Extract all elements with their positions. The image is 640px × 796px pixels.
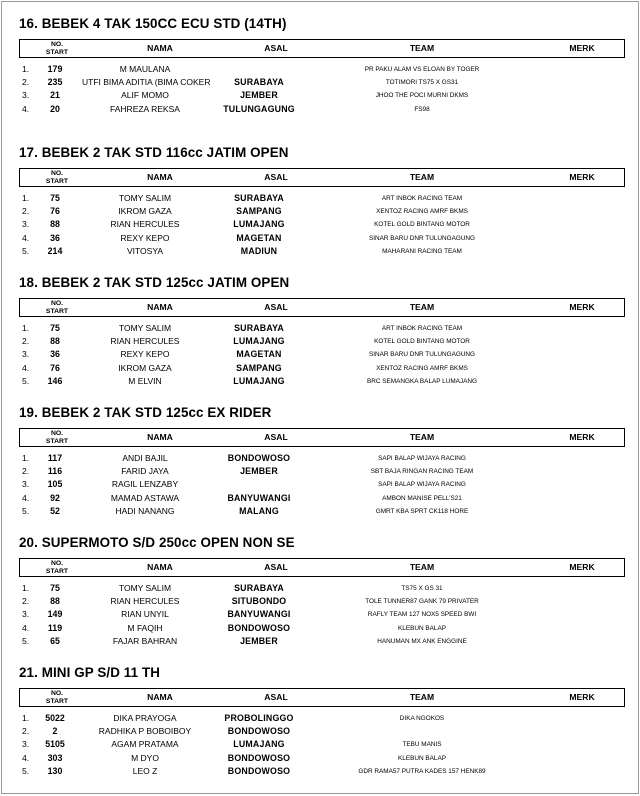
cell-nama: ALIF MOMO xyxy=(121,90,169,100)
header-no-line1: NO. xyxy=(50,41,64,48)
cell-idx: 3. xyxy=(22,739,30,749)
cell-team: DIKA NGOKOS xyxy=(399,715,445,722)
cell-nama: FAHREZA REKSA xyxy=(110,104,180,114)
cell-idx: 5. xyxy=(22,506,30,516)
header-merk: MERK xyxy=(569,432,595,442)
cell-no: 75 xyxy=(50,323,60,333)
header-no-start xyxy=(42,560,72,575)
cell-nama: RIAN HERCULES xyxy=(110,219,180,229)
cell-team: JHOO THE POCI MURNI DKMS xyxy=(375,92,469,99)
cell-idx: 5. xyxy=(22,766,30,776)
cell-team: SAPI BALAP WIJAYA RACING xyxy=(378,481,466,488)
race-class-section xyxy=(2,275,639,400)
cell-nama: MAMAD ASTAWA xyxy=(110,493,180,503)
cell-asal: PROBOLINGGO xyxy=(224,713,294,723)
cell-idx: 2. xyxy=(22,206,30,216)
cell-team: SAPI BALAP WIJAYA RACING xyxy=(378,455,466,462)
table-row xyxy=(2,622,639,635)
cell-team: TOLE TUNNER87 GANK 79 PRIVATER xyxy=(365,598,479,605)
header-asal: ASAL xyxy=(264,562,288,572)
header-merk: MERK xyxy=(569,692,595,702)
cell-no: 235 xyxy=(47,77,63,87)
header-no-start xyxy=(42,430,72,445)
header-no-line1: NO. xyxy=(50,690,64,697)
cell-no: 36 xyxy=(50,233,60,243)
cell-team: HANUMAN MX ANK ENGGINE xyxy=(377,638,467,645)
cell-nama: REXY KEPO xyxy=(120,233,170,243)
header-nama: NAMA xyxy=(147,302,173,312)
cell-nama: LEO Z xyxy=(132,766,158,776)
cell-asal: LUMAJANG xyxy=(233,739,285,749)
table-row xyxy=(2,205,639,218)
table-header xyxy=(19,39,625,58)
cell-idx: 1. xyxy=(22,323,30,333)
header-team: TEAM xyxy=(409,692,435,702)
cell-nama: RIAN HERCULES xyxy=(110,596,180,606)
cell-idx: 3. xyxy=(22,219,30,229)
cell-no: 88 xyxy=(50,219,60,229)
table-row xyxy=(2,582,639,595)
header-nama: NAMA xyxy=(147,432,173,442)
entry-list-page xyxy=(1,1,639,794)
cell-no: 92 xyxy=(50,493,60,503)
cell-asal: BANYUWANGI xyxy=(227,493,291,503)
cell-no: 119 xyxy=(47,623,63,633)
cell-nama: M MAULANA xyxy=(119,64,171,74)
cell-nama: HADI NANANG xyxy=(115,506,175,516)
cell-nama: TOMY SALIM xyxy=(118,583,172,593)
cell-asal: LUMAJANG xyxy=(233,336,285,346)
cell-asal: JEMBER xyxy=(240,636,278,646)
cell-nama: REXY KEPO xyxy=(120,349,170,359)
table-row xyxy=(2,635,639,648)
table-row xyxy=(2,725,639,738)
cell-asal: SURABAYA xyxy=(234,583,284,593)
header-no-line1: NO. xyxy=(50,300,64,307)
cell-asal: JEMBER xyxy=(240,90,278,100)
race-class-section xyxy=(2,405,639,530)
cell-nama: TOMY SALIM xyxy=(118,193,172,203)
cell-team: GDR RAMA57 PUTRA KADES 157 HENK89 xyxy=(358,768,486,775)
cell-no: 76 xyxy=(50,206,60,216)
cell-asal: SURABAYA xyxy=(234,193,284,203)
cell-idx: 4. xyxy=(22,753,30,763)
cell-no: 179 xyxy=(47,64,63,74)
cell-asal: MALANG xyxy=(239,506,279,516)
table-row xyxy=(2,192,639,205)
table-header xyxy=(19,298,625,317)
cell-no: 116 xyxy=(47,466,63,476)
header-team: TEAM xyxy=(409,432,435,442)
cell-team: SINAR BARU DNR TULUNGAGUNG xyxy=(368,351,476,358)
header-asal: ASAL xyxy=(264,172,288,182)
table-row xyxy=(2,608,639,621)
header-no-line2: START xyxy=(45,697,69,705)
cell-idx: 3. xyxy=(22,479,30,489)
cell-idx: 3. xyxy=(22,349,30,359)
cell-no: 75 xyxy=(50,583,60,593)
cell-asal: BONDOWOSO xyxy=(227,623,291,633)
cell-no: 88 xyxy=(50,336,60,346)
cell-idx: 5. xyxy=(22,376,30,386)
table-row xyxy=(2,322,639,335)
race-class-section xyxy=(2,535,639,660)
table-row xyxy=(2,595,639,608)
cell-no: 130 xyxy=(47,766,63,776)
header-no-start xyxy=(42,41,72,56)
header-no-line2: START xyxy=(45,177,69,185)
cell-asal: BONDOWOSO xyxy=(227,726,291,736)
cell-nama: RIAN HERCULES xyxy=(110,336,180,346)
cell-asal: BONDOWOSO xyxy=(227,766,291,776)
cell-no: 52 xyxy=(50,506,60,516)
table-row xyxy=(2,76,639,89)
header-asal: ASAL xyxy=(264,692,288,702)
cell-idx: 5. xyxy=(22,246,30,256)
cell-team: TOTIMORI TS75 X GS31 xyxy=(385,79,459,86)
table-row xyxy=(2,712,639,725)
cell-nama: TOMY SALIM xyxy=(118,323,172,333)
cell-nama: M ELVIN xyxy=(128,376,162,386)
header-no-line1: NO. xyxy=(50,560,64,567)
cell-team: FS98 xyxy=(414,106,430,113)
header-no-line2: START xyxy=(45,307,69,315)
cell-asal: LUMAJANG xyxy=(233,219,285,229)
header-asal: ASAL xyxy=(264,302,288,312)
cell-idx: 3. xyxy=(22,609,30,619)
cell-asal: JEMBER xyxy=(240,466,278,476)
cell-nama: IKROM GAZA xyxy=(118,206,172,216)
table-row xyxy=(2,375,639,388)
cell-idx: 1. xyxy=(22,453,30,463)
cell-nama: IKROM GAZA xyxy=(118,363,172,373)
header-merk: MERK xyxy=(569,562,595,572)
cell-nama: ANDI BAJIL xyxy=(122,453,168,463)
race-class-title: 18. BEBEK 2 TAK STD 125cc JATIM OPEN xyxy=(19,275,290,290)
race-class-title: 19. BEBEK 2 TAK STD 125cc EX RIDER xyxy=(19,405,272,420)
table-row xyxy=(2,478,639,491)
table-row xyxy=(2,63,639,76)
cell-idx: 2. xyxy=(22,726,30,736)
cell-asal: LUMAJANG xyxy=(233,376,285,386)
cell-no: 214 xyxy=(47,246,63,256)
table-row xyxy=(2,89,639,102)
cell-team: TS75 X GS 31 xyxy=(401,585,443,592)
cell-idx: 1. xyxy=(22,64,30,74)
cell-nama: RAGIL LENZABY xyxy=(111,479,179,489)
cell-no: 117 xyxy=(47,453,63,463)
cell-team: RAFLY TEAM 127 NOX5 SPEED BWI xyxy=(367,611,477,618)
cell-no: 21 xyxy=(50,90,60,100)
cell-idx: 4. xyxy=(22,623,30,633)
table-header xyxy=(19,168,625,187)
cell-team: KLEBUN BALAP xyxy=(398,755,446,762)
cell-idx: 1. xyxy=(22,713,30,723)
cell-asal: TULUNGAGUNG xyxy=(223,104,295,114)
cell-no: 75 xyxy=(50,193,60,203)
cell-team: XENTOZ RACING AMRF BKMS xyxy=(376,208,468,215)
header-nama: NAMA xyxy=(147,172,173,182)
table-row xyxy=(2,103,639,116)
cell-team: AMBON MANISE PELL'S21 xyxy=(382,495,462,502)
table-row xyxy=(2,218,639,231)
cell-no: 65 xyxy=(50,636,60,646)
header-merk: MERK xyxy=(569,302,595,312)
cell-asal: SURABAYA xyxy=(234,77,284,87)
cell-team: TEBU MANIS xyxy=(402,741,442,748)
cell-asal: MAGETAN xyxy=(236,233,282,243)
cell-no: 5022 xyxy=(45,713,65,723)
cell-nama: RADHIKA P BOBOIBOY xyxy=(98,726,192,736)
header-no-line2: START xyxy=(45,48,69,56)
header-no-line1: NO. xyxy=(50,430,64,437)
header-nama: NAMA xyxy=(147,562,173,572)
race-class-title: 17. BEBEK 2 TAK STD 116cc JATIM OPEN xyxy=(19,145,289,160)
header-asal: ASAL xyxy=(264,432,288,442)
header-asal: ASAL xyxy=(264,43,288,53)
table-header xyxy=(19,688,625,707)
cell-idx: 2. xyxy=(22,77,30,87)
table-header xyxy=(19,558,625,577)
table-row xyxy=(2,765,639,778)
race-class-title: 21. MINI GP S/D 11 TH xyxy=(19,665,161,680)
header-team: TEAM xyxy=(409,172,435,182)
cell-team: MAHARANI RACING TEAM xyxy=(382,248,462,255)
cell-no: 88 xyxy=(50,596,60,606)
cell-nama: UTFI BIMA ADITIA (BIMA COKER xyxy=(82,77,211,87)
cell-asal: MAGETAN xyxy=(236,349,282,359)
race-class-section xyxy=(2,145,639,270)
cell-team: KLEBUN BALAP xyxy=(398,625,446,632)
cell-team: ART INBOK RACING TEAM xyxy=(381,325,463,332)
cell-nama: VITOSYA xyxy=(126,246,164,256)
header-team: TEAM xyxy=(409,562,435,572)
table-header xyxy=(19,428,625,447)
table-row xyxy=(2,348,639,361)
cell-asal: SITUBONDO xyxy=(231,596,287,606)
header-no-line1: NO. xyxy=(50,170,64,177)
cell-idx: 1. xyxy=(22,583,30,593)
cell-no: 20 xyxy=(50,104,60,114)
cell-nama: FARID JAYA xyxy=(121,466,169,476)
cell-idx: 1. xyxy=(22,193,30,203)
cell-idx: 3. xyxy=(22,90,30,100)
cell-no: 303 xyxy=(47,753,63,763)
cell-no: 146 xyxy=(47,376,63,386)
table-row xyxy=(2,492,639,505)
cell-asal: MADIUN xyxy=(240,246,278,256)
header-nama: NAMA xyxy=(147,692,173,702)
cell-asal: BONDOWOSO xyxy=(227,453,291,463)
cell-team: SINAR BARU DNR TULUNGAGUNG xyxy=(368,235,476,242)
cell-nama: M DYO xyxy=(131,753,159,763)
cell-team: ART INBOK RACING TEAM xyxy=(381,195,463,202)
cell-idx: 2. xyxy=(22,466,30,476)
table-row xyxy=(2,752,639,765)
header-nama: NAMA xyxy=(147,43,173,53)
table-row xyxy=(2,465,639,478)
table-row xyxy=(2,452,639,465)
cell-asal: SURABAYA xyxy=(234,323,284,333)
cell-nama: M FAQIH xyxy=(127,623,163,633)
race-class-section xyxy=(2,16,639,141)
cell-no: 149 xyxy=(47,609,63,619)
cell-idx: 2. xyxy=(22,336,30,346)
table-row xyxy=(2,362,639,375)
cell-no: 2 xyxy=(52,726,58,736)
cell-idx: 4. xyxy=(22,493,30,503)
cell-asal: BANYUWANGI xyxy=(227,609,291,619)
cell-team: KOTEL GOLD BINTANG MOTOR xyxy=(374,338,470,345)
cell-nama: FAJAR BAHRAN xyxy=(112,636,178,646)
cell-no: 5105 xyxy=(45,739,65,749)
cell-asal: SAMPANG xyxy=(236,363,282,373)
header-no-start xyxy=(42,300,72,315)
cell-idx: 5. xyxy=(22,636,30,646)
cell-no: 76 xyxy=(50,363,60,373)
header-no-line2: START xyxy=(45,567,69,575)
cell-asal: SAMPANG xyxy=(236,206,282,216)
table-row xyxy=(2,245,639,258)
cell-team: SBT BAJA RINGAN RACING TEAM xyxy=(370,468,474,475)
cell-idx: 4. xyxy=(22,233,30,243)
cell-no: 105 xyxy=(47,479,63,489)
cell-asal: BONDOWOSO xyxy=(227,753,291,763)
header-no-start xyxy=(42,170,72,185)
table-row xyxy=(2,505,639,518)
race-class-section xyxy=(2,665,639,790)
cell-nama: AGAM PRATAMA xyxy=(111,739,179,749)
cell-team: PR PAKU ALAM VS ELOAN BY TOGER xyxy=(364,66,480,73)
cell-idx: 2. xyxy=(22,596,30,606)
cell-team: KOTEL GOLD BINTANG MOTOR xyxy=(374,221,470,228)
cell-nama: DIKA PRAYOGA xyxy=(113,713,177,723)
cell-idx: 4. xyxy=(22,363,30,373)
header-no-start xyxy=(42,690,72,705)
header-merk: MERK xyxy=(569,172,595,182)
cell-no: 36 xyxy=(50,349,60,359)
table-row xyxy=(2,738,639,751)
cell-team: XENTOZ RACING AMRF BKMS xyxy=(376,365,468,372)
header-team: TEAM xyxy=(409,43,435,53)
table-row xyxy=(2,335,639,348)
header-merk: MERK xyxy=(569,43,595,53)
header-no-line2: START xyxy=(45,437,69,445)
cell-idx: 4. xyxy=(22,104,30,114)
cell-team: GMRT KBA SPRT CK118 HORE xyxy=(375,508,469,515)
race-class-title: 16. BEBEK 4 TAK 150CC ECU STD (14TH) xyxy=(19,16,287,31)
table-row xyxy=(2,232,639,245)
race-class-title: 20. SUPERMOTO S/D 250cc OPEN NON SE xyxy=(19,535,295,550)
cell-nama: RIAN UNYIL xyxy=(121,609,169,619)
header-team: TEAM xyxy=(409,302,435,312)
cell-team: BRC SEMANGKA BALAP LUMAJANG xyxy=(367,378,477,385)
